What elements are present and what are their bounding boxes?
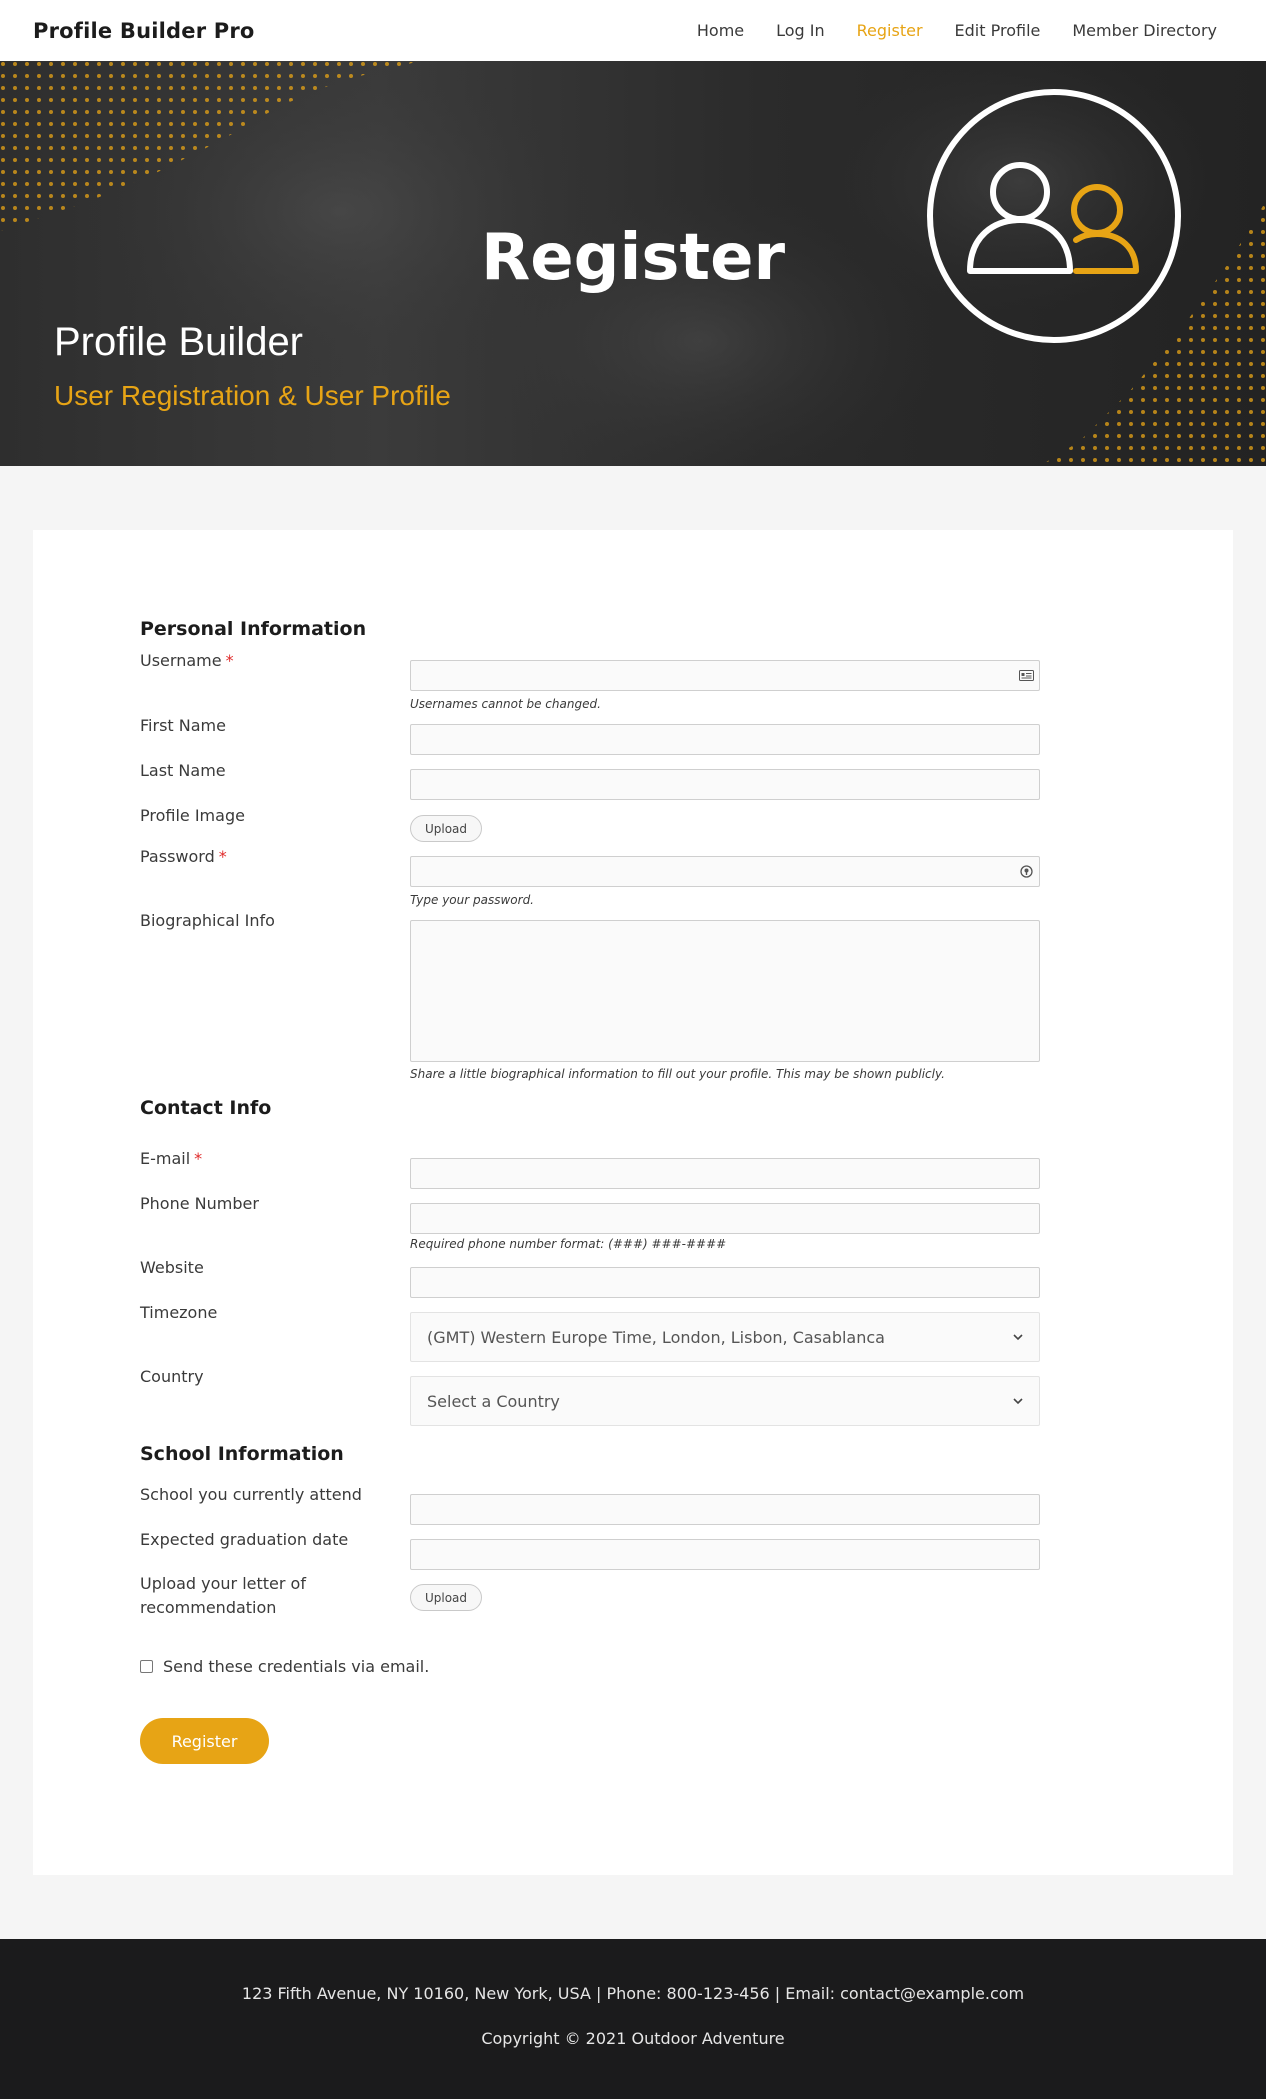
website-input[interactable] (410, 1267, 1040, 1298)
page-title: Register (480, 221, 786, 295)
letter-label: Upload your letter of recommendation (140, 1574, 306, 1617)
phone-label: Phone Number (140, 1194, 259, 1213)
required-marker: * (194, 1149, 203, 1168)
site-title[interactable]: Profile Builder Pro (33, 18, 255, 43)
timezone-label: Timezone (140, 1303, 218, 1322)
email-label: E-mail * (140, 1149, 203, 1168)
bio-textarea[interactable] (410, 920, 1040, 1062)
hero-tagline: User Registration & User Profile (54, 380, 451, 411)
username-hint: Usernames cannot be changed. (410, 697, 601, 711)
country-label: Country (140, 1367, 204, 1386)
email-input[interactable] (410, 1158, 1040, 1189)
nav-register[interactable]: Register (856, 21, 923, 40)
hero-brand: Profile Builder (54, 320, 304, 364)
site-footer (0, 1939, 1266, 2099)
required-marker: * (225, 651, 234, 670)
nav-member-directory[interactable]: Member Directory (1072, 21, 1217, 40)
profile-image-upload-button[interactable]: Upload (410, 815, 482, 842)
phone-hint: Required phone number format: (###) ###-#### (410, 1237, 727, 1251)
last-name-input[interactable] (410, 769, 1040, 800)
timezone-select[interactable] (410, 1312, 1040, 1362)
send-credentials-checkbox[interactable] (140, 1660, 153, 1673)
registration-card (33, 530, 1233, 1875)
required-marker: * (218, 847, 227, 866)
letter-upload-button[interactable]: Upload (410, 1584, 482, 1611)
username-field[interactable] (410, 660, 1040, 691)
graduation-label: Expected graduation date (140, 1530, 349, 1549)
profile-image-label: Profile Image (140, 806, 245, 825)
first-name-label: First Name (140, 716, 226, 735)
contact-card-icon[interactable] (1018, 667, 1035, 684)
phone-input[interactable] (410, 1203, 1040, 1234)
country-select[interactable] (410, 1376, 1040, 1426)
chevron-down-icon (1013, 1334, 1023, 1341)
nav-log-in[interactable]: Log In (776, 21, 825, 40)
password-field[interactable] (410, 856, 1040, 887)
nav-edit-profile[interactable]: Edit Profile (954, 21, 1041, 40)
send-credentials-row[interactable] (140, 1657, 429, 1676)
bio-label: Biographical Info (140, 911, 275, 930)
section-contact-info: Contact Info (140, 1097, 272, 1119)
password-hint: Type your password. (410, 893, 534, 907)
hero-banner (0, 61, 1266, 466)
password-label: Password * (140, 847, 227, 866)
main-nav (697, 21, 1233, 40)
last-name-label: Last Name (140, 761, 226, 780)
website-label: Website (140, 1258, 204, 1277)
users-logo-icon (926, 88, 1182, 344)
chevron-down-icon (1013, 1398, 1023, 1405)
footer-copyright: Copyright © 2021 Outdoor Adventure (481, 2029, 785, 2048)
first-name-input[interactable] (410, 724, 1040, 755)
username-label: Username * (140, 651, 234, 670)
send-credentials-label: Send these credentials via email. (163, 1657, 430, 1676)
country-selected-value: Select a Country (427, 1391, 560, 1411)
nav-home[interactable]: Home (696, 21, 745, 40)
section-school-information: School Information (140, 1443, 344, 1465)
bio-hint: Share a little biographical information to fill out your profile. This may be shown publicly. (410, 1067, 945, 1081)
school-input[interactable] (410, 1494, 1040, 1525)
school-label: School you currently attend (140, 1485, 362, 1504)
graduation-input[interactable] (410, 1539, 1040, 1570)
section-personal-information: Personal Information (140, 618, 367, 640)
password-key-icon[interactable] (1018, 863, 1035, 880)
register-button[interactable]: Register (140, 1718, 269, 1764)
timezone-selected-value: (GMT) Western Europe Time, London, Lisbon, Casablanca (427, 1327, 885, 1347)
footer-contact: 123 Fifth Avenue, NY 10160, New York, USA | Phone: 800-123-456 | Email: contact@example.com (241, 1984, 1025, 2003)
site-header (0, 0, 1266, 61)
